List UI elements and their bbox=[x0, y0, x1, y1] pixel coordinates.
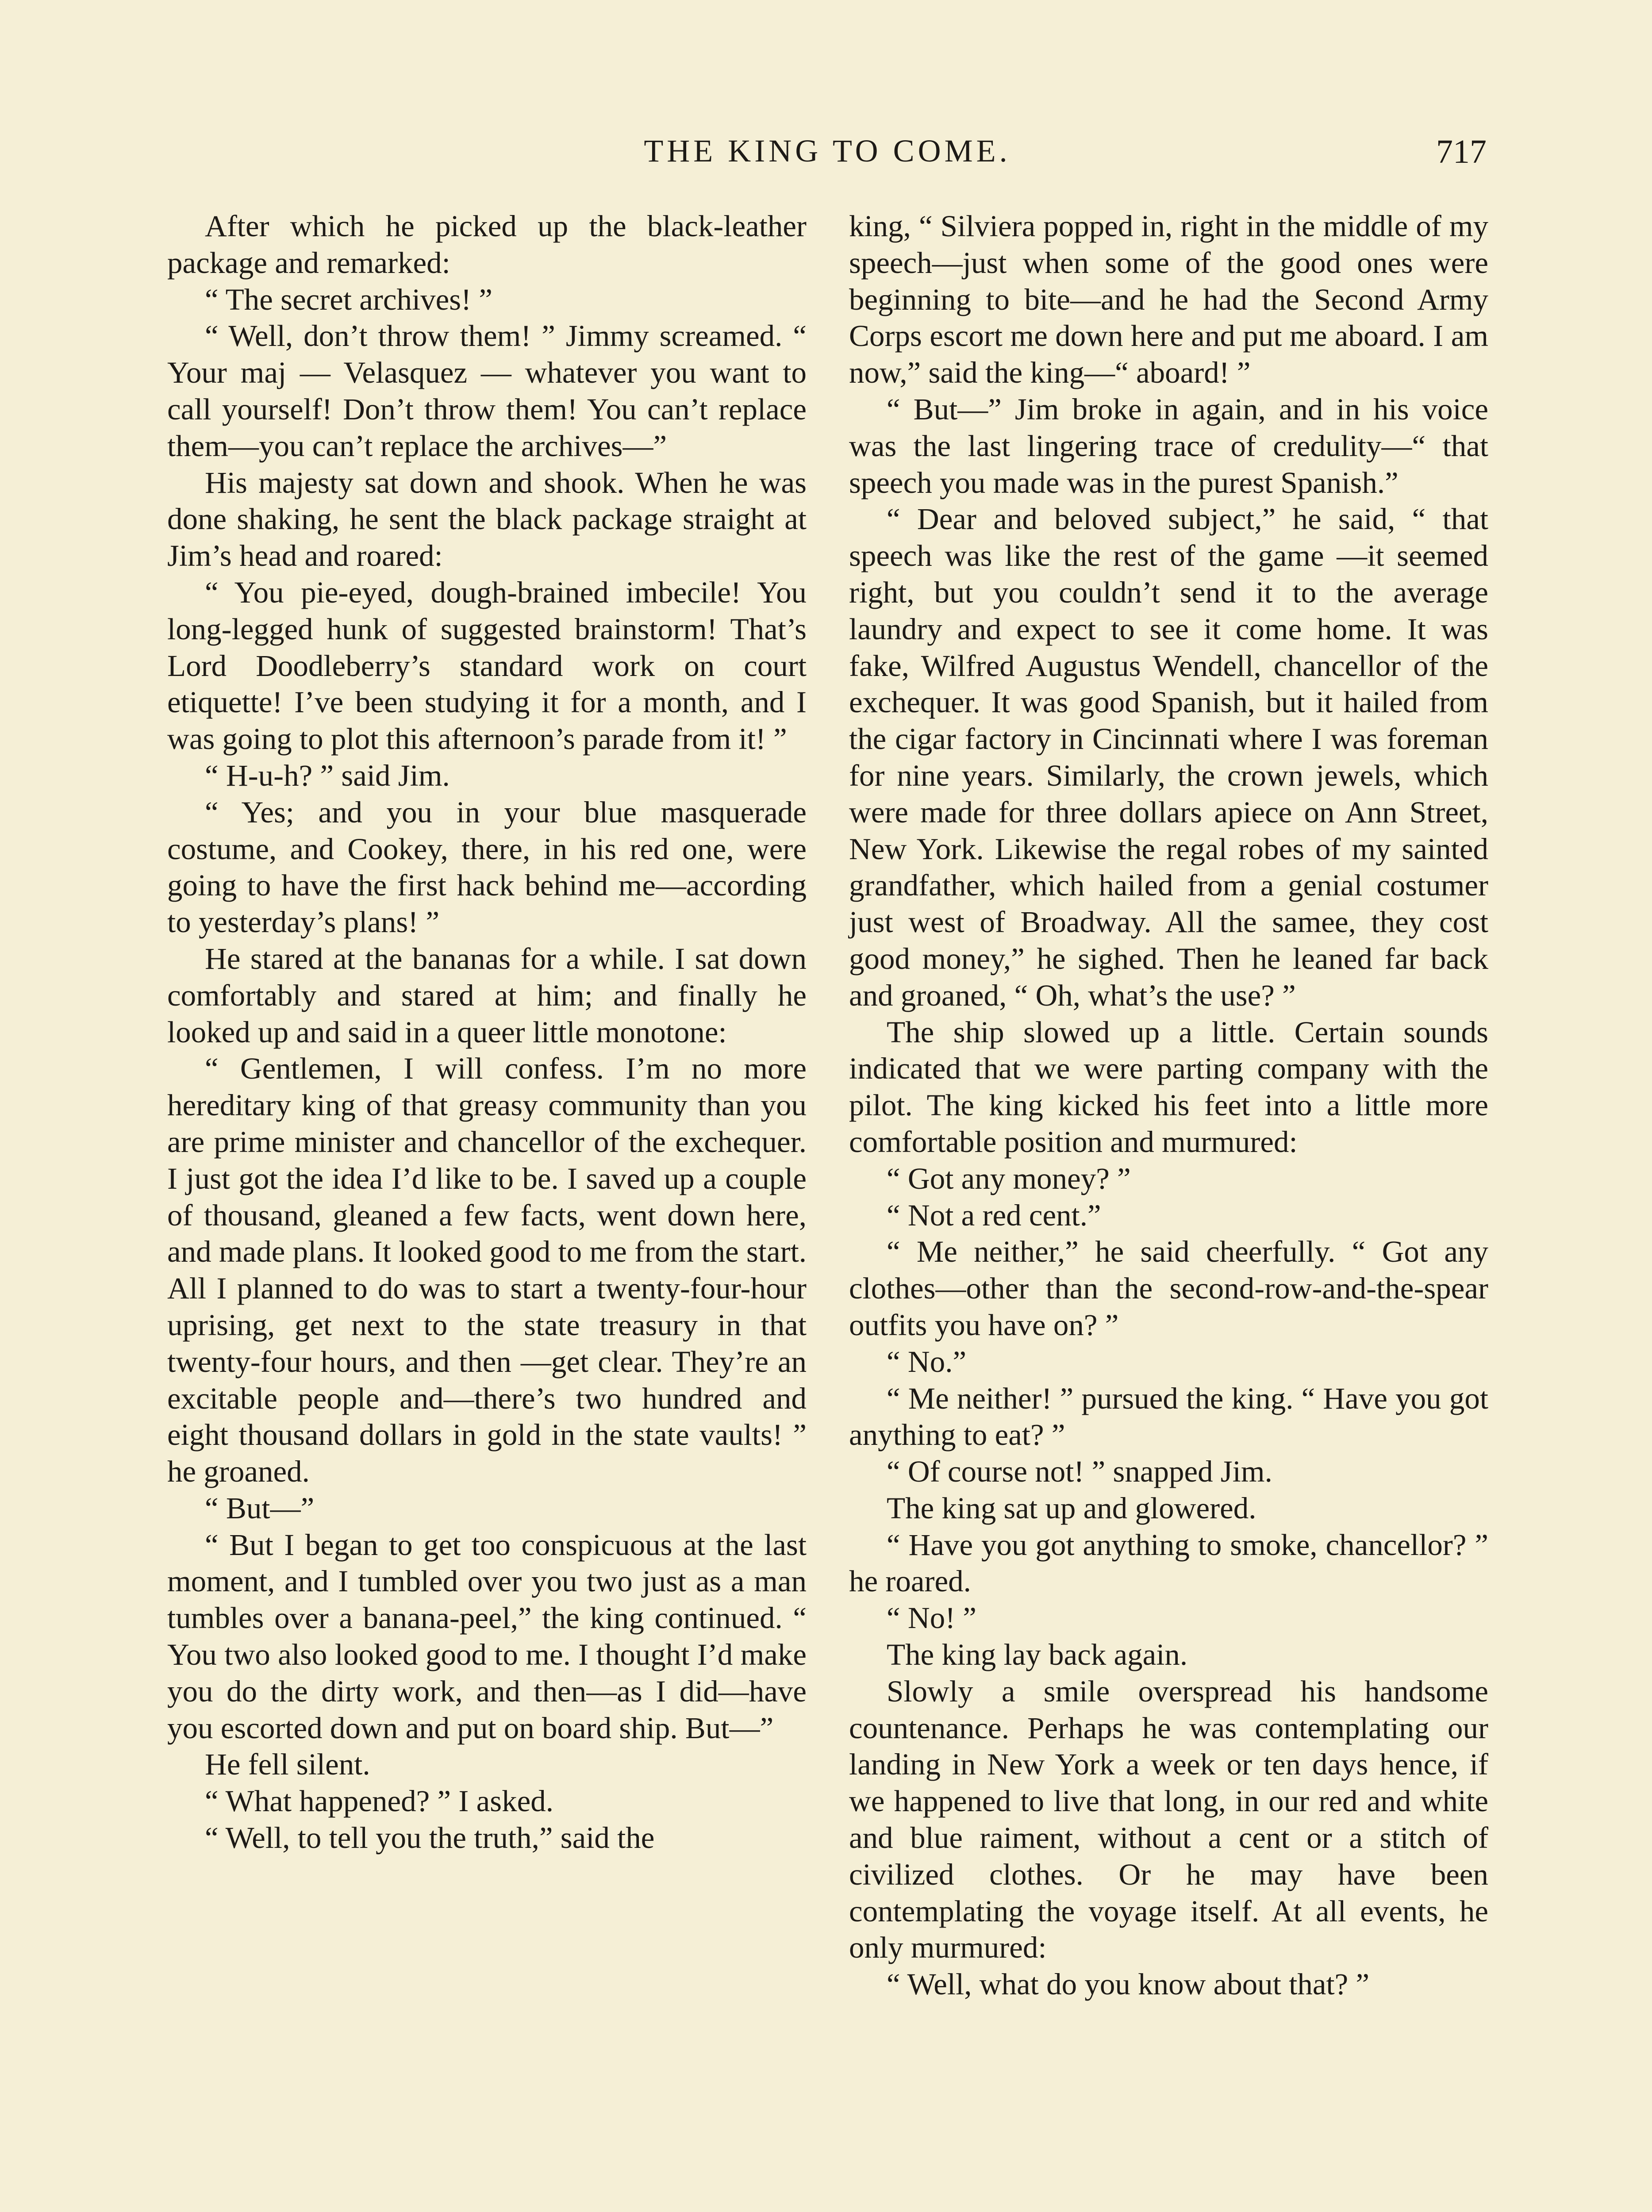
paragraph: “ But—” Jim broke in again, and in his voice was the last lingering trace of credulity—“ that speech you made was in the purest Spanish.” bbox=[849, 392, 1488, 499]
paragraph: “ Have you got anything to smoke, chancellor? ” he roared. bbox=[849, 1528, 1488, 1598]
paragraph: “ Me neither,” he said cheerfully. “ Got any clothes—other than the second-row-and-the-spear outfits you have on? ” bbox=[849, 1235, 1488, 1342]
paragraph: “ What happened? ” I asked. bbox=[205, 1784, 554, 1818]
page-number: 717 bbox=[1436, 133, 1487, 170]
paragraph: After which he picked up the black-leather package and remarked: bbox=[167, 209, 807, 280]
paragraph: “ You pie-eyed, dough-brained imbecile! You long-legged hunk of suggested brainstorm! That’s Lord Doodleberry’s standard work on court etiquette! I’ve been studying it for a month, and I was going to plot this afternoon’s parade from it! ” bbox=[167, 575, 807, 756]
paragraph: “ Gentlemen, I will confess. I’m no more hereditary king of that greasy community than you are prime minister and chancellor of the exchequer. I just got the idea I’d like to be. I saved up a couple of thousand, gleaned a few facts, went down here, and made plans. It looked good to me from the start. All I planned to do was to start a twenty-four-hour uprising, get next to the state treasury in that twenty-four hours, and then —get clear. They’re an excitable people and—there’s two hundred and eight thousand dollars in gold in the state vaults! ” he groaned. bbox=[167, 1052, 807, 1489]
paragraph: “ Me neither! ” pursued the king. “ Have you got anything to eat? ” bbox=[849, 1381, 1488, 1452]
running-head bbox=[168, 133, 1487, 177]
paragraph: “ Of course not! ” snapped Jim. bbox=[887, 1455, 1272, 1489]
paragraph: “ No! ” bbox=[887, 1601, 977, 1635]
left-column bbox=[167, 208, 807, 2212]
paragraph: “ Dear and beloved subject,” he said, “ that speech was like the rest of the game —it seemed right, but you couldn’t send it to the average laundry and expect to see it come home. It was fake, Wilfred Augustus Wendell, chancellor of the exchequer. It was good Spanish, but it hailed from the cigar factory in Cincinnati where I was foreman for nine years. Similarly, the crown jewels, which were made for three dollars apiece on Ann Street, New York. Likewise the regal robes of my sainted grandfather, which hailed from a genial costumer just west of Broadway. All the samee, they cost good money,” he sighed. Then he leaned far back and groaned, “ Oh, what’s the use? ” bbox=[849, 502, 1488, 1012]
running-title: THE KING TO COME. bbox=[644, 133, 1011, 169]
paragraph: “ Got any money? ” bbox=[887, 1161, 1131, 1195]
paragraph: “ No.” bbox=[887, 1344, 967, 1379]
paragraph-continued: king, “ Silviera popped in, right in the middle of my speech—just when some of the good ones were beginning to bite—and he had the Second Army Corps escort me down here and put me aboard. I am now,” said the king—“ aboard! ” bbox=[849, 209, 1488, 390]
paragraph: The king sat up and glowered. bbox=[887, 1491, 1256, 1525]
paragraph: He fell silent. bbox=[205, 1747, 370, 1782]
paragraph: “ H-u-h? ” said Jim. bbox=[205, 758, 450, 792]
paragraph: “ But I began to get too conspicuous at the last moment, and I tumbled over you two just as a man tumbles over a banana-peel,” the king continued. “ You two also looked good to me. I thought I’d make you do the dirty work, and then—as I did—have you escorted down and put on board ship. But—” bbox=[167, 1528, 807, 1745]
paragraph: “ Not a red cent.” bbox=[887, 1198, 1101, 1232]
paragraph: “ Well, what do you know about that? ” bbox=[887, 1967, 1370, 2001]
right-column bbox=[849, 208, 1488, 2212]
paragraph: The ship slowed up a little. Certain sounds indicated that we were parting company with the pilot. The king kicked his feet into a little more comfortable position and murmured: bbox=[849, 1015, 1488, 1159]
paragraph: “ Well, don’t throw them! ” Jimmy screamed. “ Your maj — Velasquez — whatever you want to call yourself! Don’t throw them! You can’t replace them—you can’t replace the archives—” bbox=[167, 319, 807, 463]
paragraph: The king lay back again. bbox=[887, 1638, 1188, 1672]
paragraph: His majesty sat down and shook. When he was done shaking, he sent the black package straight at Jim’s head and roared: bbox=[167, 465, 807, 573]
paragraph: Slowly a smile overspread his handsome countenance. Perhaps he was contemplating our landing in New York a week or ten days hence, if we happened to live that long, in our red and white and blue raiment, without a cent or a stitch of civilized clothes. Or he may have been contemplating the voyage itself. At all events, he only murmured: bbox=[849, 1674, 1488, 1965]
paragraph: “ But—” bbox=[205, 1491, 315, 1525]
text-columns bbox=[167, 208, 1488, 2212]
paragraph: He stared at the bananas for a while. I sat down comfortably and stared at him; and finally he looked up and said in a queer little monotone: bbox=[167, 941, 807, 1049]
paragraph: “ Yes; and you in your blue masquerade costume, and Cookey, there, in his red one, were going to have the first hack behind me—according to yesterday’s plans! ” bbox=[167, 795, 807, 939]
paragraph: “ Well, to tell you the truth,” said the bbox=[205, 1821, 655, 1855]
paragraph: “ The secret archives! ” bbox=[205, 282, 493, 316]
